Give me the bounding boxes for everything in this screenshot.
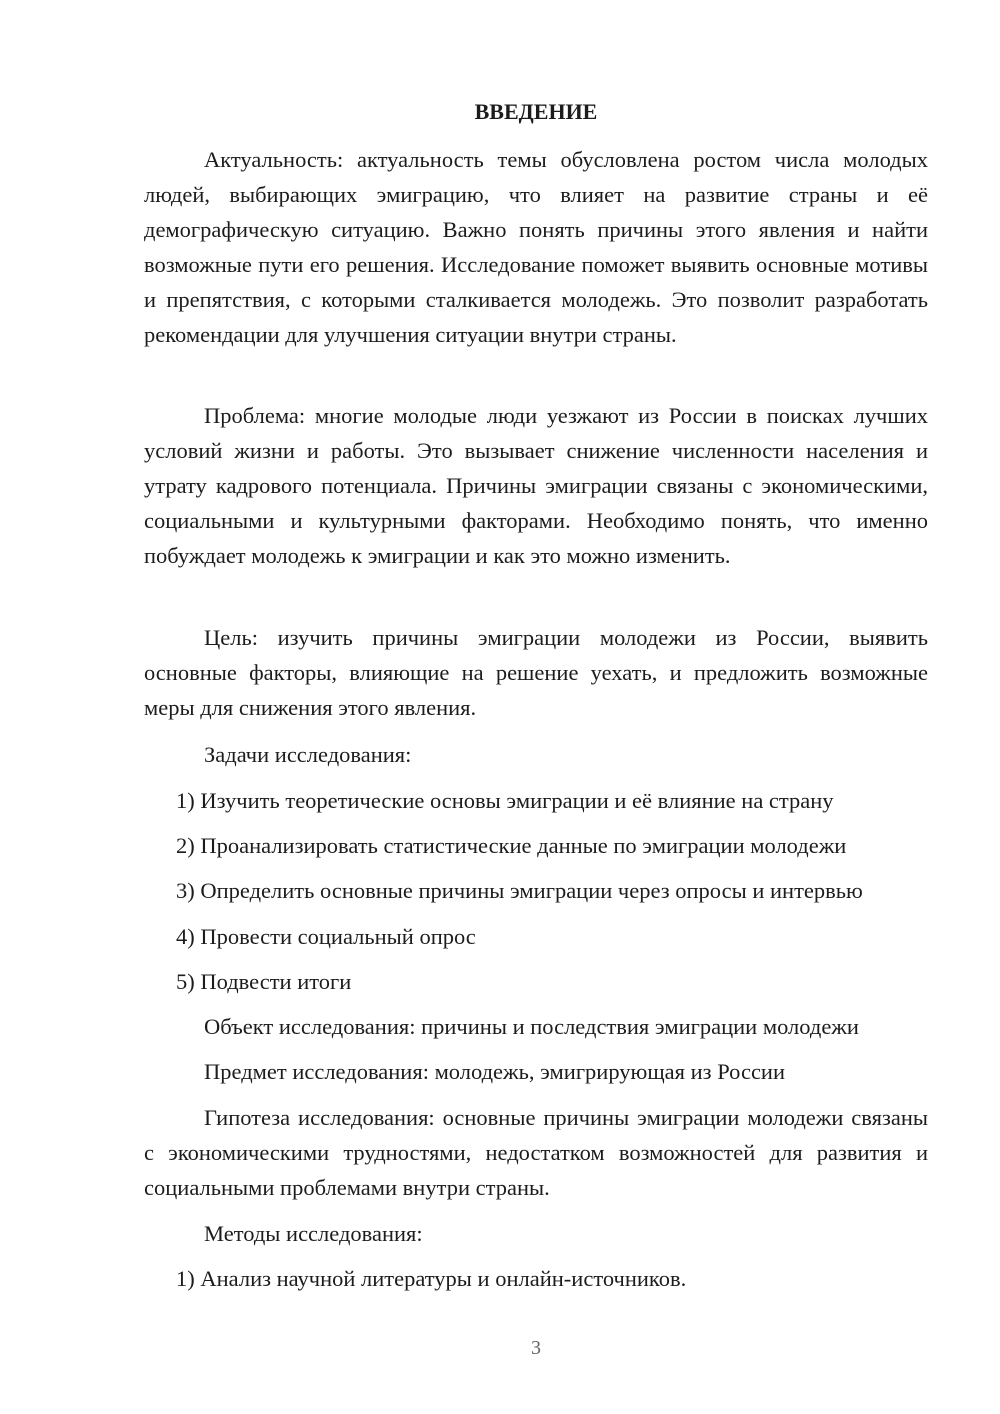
document-page	[144, 0, 928, 1414]
tasks-heading: Задачи исследования:	[204, 742, 412, 767]
task-item: 2) Проанализировать статистические данные по эмиграции молодежи	[176, 833, 847, 858]
relevance-paragraph: Актуальность: актуальность темы обусловлена ростом числа молодых людей, выбирающих эмиграцию, что влияет на развитие страны и её демографическую ситуацию. Важно понять причины этого явления и найти возможные пути его решения. Исследование поможет выявить основные мотивы и препятствия, с которыми сталкивается молодежь. Это позволит разработать рекомендации для улучшения ситуации внутри страны.	[144, 147, 928, 347]
methods-heading: Методы исследования:	[204, 1221, 423, 1246]
method-item: 1) Анализ научной литературы и онлайн-источников.	[176, 1266, 687, 1291]
problem-paragraph: Проблема: многие молодые люди уезжают из России в поисках лучших условий жизни и работы. Это вызывает снижение численности населения и утрату кадрового потенциала. Причины эмиграции связаны с экономическими, социальными и культурными факторами. Необходимо понять, что именно побуждает молодежь к эмиграции и как это можно изменить.	[144, 403, 928, 568]
research-subject: Предмет исследования: молодежь, эмигрирующая из России	[204, 1059, 786, 1084]
page-title: ВВЕДЕНИЕ	[474, 99, 598, 124]
hypothesis-paragraph: Гипотеза исследования: основные причины эмиграции молодежи связаны с экономическими трудностями, недостатком возможностей для развития и социальными проблемами внутри страны.	[144, 1105, 928, 1200]
research-object: Объект исследования: причины и последствия эмиграции молодежи	[204, 1014, 859, 1039]
task-item: 5) Подвести итоги	[176, 969, 352, 994]
page-number: 3	[531, 1337, 541, 1359]
task-item: 3) Определить основные причины эмиграции через опросы и интервью	[176, 878, 863, 903]
task-item: 4) Провести социальный опрос	[176, 924, 476, 949]
task-item: 1) Изучить теоретические основы эмиграции и её влияние на страну	[176, 788, 834, 813]
goal-paragraph: Цель: изучить причины эмиграции молодежи из России, выявить основные факторы, влияющие на решение уехать, и предложить возможные меры для снижения этого явления.	[144, 625, 928, 720]
